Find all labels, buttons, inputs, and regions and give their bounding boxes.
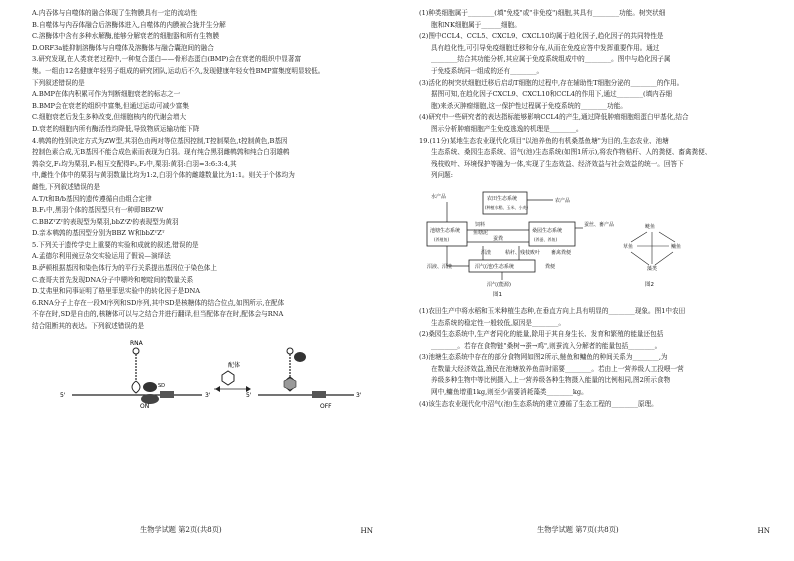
svg-text:沼液、沼渣: 沼液、沼渣: [427, 263, 453, 270]
sub-question: (4)研究中一些研究者的表达指标能够影响CCL4的产生,通过降低肿瘤细胞组蛋白甲基化,结合: [419, 113, 689, 122]
text-line: ________。若存在食物链"桑树→蚕→鸡",则蚕流入分解者的能量包括________。: [431, 341, 662, 350]
option-d: D.艾弗里和同事证明了格里菲思实验中的转化因子是DNA: [32, 287, 201, 296]
text-line: 控制色素合成,无B基因不能合成色素而表现为白羽。现有纯合黑羽雌鹌鹑和纯合白羽雄鹌: [32, 148, 290, 157]
right-column: [419, 8, 768, 410]
text-line: A.内吞体与自噬体的融合体现了生物膜具有一定的流动性: [32, 9, 198, 17]
text-line: 残枝败叶、环境保护等融为一体,实现了生态效益、经济效益与社会效益的统一。回答下: [431, 159, 684, 168]
rna-on-construct: [60, 340, 211, 409]
svg-text:沼渣: 沼渣: [481, 249, 492, 256]
rna-switch-figure: [32, 337, 385, 413]
question-19: 19.(11分)某地生态农业现代化项目"以池养鱼的有机桑基鱼塘"为目的,生态农业、池塘: [419, 136, 669, 145]
svg-text:农产品: 农产品: [555, 197, 571, 204]
sub-question: (1)农田生产中将水稻和玉米种植生态种,在垂直方向上具有明显的________现象。图1中农田: [419, 306, 686, 315]
sub-question: (2)图中CCL4、CCL5、CXCL9、CXCL10均属于趋化因子,趋化因子的共同特性是: [419, 32, 664, 41]
text-line: 胞和NK细胞属于______细胞。: [431, 20, 521, 29]
svg-text:(种植水稻、玉米、小麦): (种植水稻、玉米、小麦): [485, 204, 529, 210]
question-5: 5.下列关于遗传学史上重要的实验和成就的叙述,错误的是: [32, 240, 199, 249]
svg-text:3': 3': [356, 391, 362, 399]
option-d: D.衰老的细胞内所有酶活性均降低,导致物质运输功能下降: [32, 124, 200, 133]
sub-question: (1)种类细胞属于________(填"免疫"或"非免疫")细胞,其具有________功能。树突状细: [419, 9, 666, 17]
text-line: D.ORF3a能抑制溶酶体与自噬体及溶酶体与融合囊泡间的融合: [32, 43, 214, 52]
question-6: 6.RNA分子上存在一段M序列和SD序列,其中SD是核糖体的结合位点,如图所示,在配体: [32, 298, 285, 307]
option-b: B.F₁中,黑羽个体的基因型只有一种即BBZᵗW: [32, 206, 164, 215]
svg-text:沼气(能源): 沼气(能源): [487, 281, 511, 288]
text-line: 于免疫系统同一组成的还有________。: [431, 66, 544, 75]
text-line: 列问题:: [431, 171, 454, 180]
option-c: C.查哥夫首先发现DNA分子中嘌呤和嘧啶间的数量关系: [32, 275, 194, 284]
ecosystem-figure: [419, 186, 768, 302]
svg-text:图2: 图2: [645, 281, 654, 288]
svg-text:畜禽粪便: 畜禽粪便: [551, 249, 572, 256]
page-footer: 生物学试题 第2页(共8页): [140, 525, 222, 534]
svg-text:粪便: 粪便: [545, 263, 556, 270]
svg-text:SD: SD: [158, 382, 166, 389]
svg-text:(养殖鱼): (养殖鱼): [434, 236, 450, 242]
svg-text:草鱼: 草鱼: [623, 243, 634, 250]
sub-question: (3)池塘生态系统中存在的部分食物网如图2所示,鲢鱼和鳙鱼的种间关系为________,为: [419, 353, 668, 362]
svg-text:(养蚕、养鱼): (养蚕、养鱼): [534, 236, 558, 242]
option-b: B.BMP会在衰老的组织中富集,但通过运动可减少富集: [32, 101, 189, 110]
text-line: 结合阻断其的表达。下列叙述错误的是: [32, 322, 145, 331]
svg-text:蚕丝、畜产品: 蚕丝、畜产品: [584, 221, 615, 228]
option-a: A.T/t和B/b基因的遗传遵循自由组合定律: [32, 194, 152, 203]
text-line: 鹑杂交,F₁均为栗羽,F₁相互交配得F₂,F₂中,栗羽:黄羽:白羽=3:6:3:4,其: [32, 159, 237, 168]
svg-text:秸秆、残枝败叶: 秸秆、残枝败叶: [505, 249, 541, 256]
svg-text:池塘生态系统: 池塘生态系统: [430, 227, 461, 234]
text-line: B.自噬体与内吞体融合后溶酶体进入,自噬体的内膜被合拢并生分解: [32, 20, 226, 29]
option-a: A.孟德尔利用豌豆杂交实验运用了假说—演绎法: [32, 252, 171, 261]
svg-text:5': 5': [60, 391, 66, 399]
text-line: 在数量大经济效益,渔民在池塘放养鱼苗时需要________。若由上一营养级人工投喂一营: [431, 364, 684, 373]
ligand: [214, 361, 251, 392]
option-a: A.BMP在体内积累可作为判断细胞衰老的标志之一: [32, 90, 181, 99]
sub-question: (2)桑园生态系统中,生产者同化的能量,除用于其自身生长、发育和繁殖的能量还包括: [419, 330, 664, 339]
svg-text:沼气(池)生态系统: 沼气(池)生态系统: [475, 263, 514, 270]
text-line: 生态系统的稳定性一般较低,原因是________。: [431, 318, 565, 327]
option-d: D.亲本鹌鹑的基因型分别为BBZ W和bbZᵀZᵀ: [32, 229, 165, 238]
text-line: 雌性,下列叙述错误的是: [32, 182, 101, 191]
text-line: C.溶酶体中含有多种水解酶,能够分解衰老的细胞器和所有生物膜: [32, 32, 220, 41]
text-line: 养级多种生物中等比例摄入,上一营养级各种生物摄入能量的比例相同,图2所示食物: [431, 376, 671, 385]
text-line: 具有趋化性,可引导免疫细胞迁移和分布,从而在免疫应答中发挥重要作用。通过: [431, 43, 660, 52]
svg-text:鳙鱼: 鳙鱼: [671, 243, 682, 250]
text-line: 集。一组由12名健康年轻男子组成的研究团队,运动后不久,发现健康年轻女性BMP富集度明显较低。: [32, 66, 325, 75]
option-c: C.BBZᵀZᵀ的表现型为栗羽,bbZᵗZᵗ的表现型为黄羽: [32, 217, 179, 226]
text-line: 网中,鳙鱼增重1kg,则至少需要消耗藻类________kg。: [431, 388, 588, 397]
text-line: 中,雌性个体中的栗羽与黄羽数量比均为1:2,白羽个体的雌雄数量比为1:1。则关于个体均为: [32, 171, 295, 180]
option-c: C.细胞衰老后发生多种改变,但细胞核内的代谢会增大: [32, 113, 187, 122]
question-3: 3.研究发现,在人类衰老过程中,一种复合蛋白——骨形态蛋白(BMP)会在衰老的组织中显著富: [32, 55, 302, 64]
svg-text:RNA: RNA: [130, 339, 143, 347]
right-page: [397, 0, 794, 561]
svg-text:蚕粪: 蚕粪: [493, 235, 504, 242]
svg-text:ON: ON: [140, 402, 150, 409]
svg-text:鲢鱼: 鲢鱼: [645, 223, 656, 230]
svg-text:农田生态系统: 农田生态系统: [487, 195, 518, 202]
rna-off-construct: [246, 348, 362, 409]
figure-1-diagram: [427, 192, 614, 298]
text-line: 胞)来杀灭肿瘤细胞,这一保护性过程属于免疫系统的________功能。: [431, 101, 627, 110]
option-b: B.萨顿根据基因和染色体行为的平行关系提出基因位于染色体上: [32, 264, 217, 273]
svg-text:桑园生态系统: 桑园生态系统: [532, 227, 563, 234]
text-line: 图示分析肿瘤细胞产生免疫逃逸的机理是________。: [431, 124, 583, 133]
text-line: 据图可知,在趋化因子CXCL9、CXCL10和CCL4的作用下,通过________(填内吞细: [431, 90, 672, 99]
exam-code: HN: [757, 526, 770, 535]
svg-text:藻类: 藻类: [647, 265, 658, 272]
svg-text:水产品: 水产品: [431, 193, 447, 200]
text-line: 不存在时,SD是自由的,核糖体可以与之结合并进行翻译,但当配体存在时,配体会与RNA: [32, 310, 284, 319]
exam-code: HN: [360, 526, 373, 535]
text-line: ________结合其功能分析,其应属于免疫系统组成中的________。图中与趋化因子属: [431, 55, 671, 64]
page-footer: 生物学试题 第7页(共8页): [537, 525, 619, 534]
sub-question: (4)该生态农业现代化中沼气(池)生态系统的建立遵循了生态工程的________原理。: [419, 399, 658, 408]
question-4: 4.鹌鹑的性别决定方式为ZW型,其羽色由两对等位基因控制,T控制栗色,t控制黄色,B基因: [32, 136, 288, 145]
svg-text:图1: 图1: [493, 291, 502, 298]
svg-text:5': 5': [246, 391, 252, 399]
svg-text:配体: 配体: [228, 361, 241, 369]
svg-text:OFF: OFF: [320, 402, 332, 409]
svg-text:饲料: 饲料: [475, 221, 486, 228]
svg-text:鱼塘泥: 鱼塘泥: [473, 229, 489, 236]
sub-question: (3)活化的树突状细胞迁移后启动T细胞的过程中,存在辅助性T细胞分泌的________的作用。: [419, 78, 684, 87]
text-line: 生态系统、桑园生态系统、沼气(池)生态系统(如图1所示),将农作物秸秆、人的粪便、畜禽粪便、: [431, 148, 712, 157]
figure-2-foodweb: [623, 223, 681, 288]
svg-text:3': 3': [205, 391, 211, 399]
text-line: 下列叙述错误的是: [32, 78, 85, 87]
left-column: [32, 8, 385, 417]
